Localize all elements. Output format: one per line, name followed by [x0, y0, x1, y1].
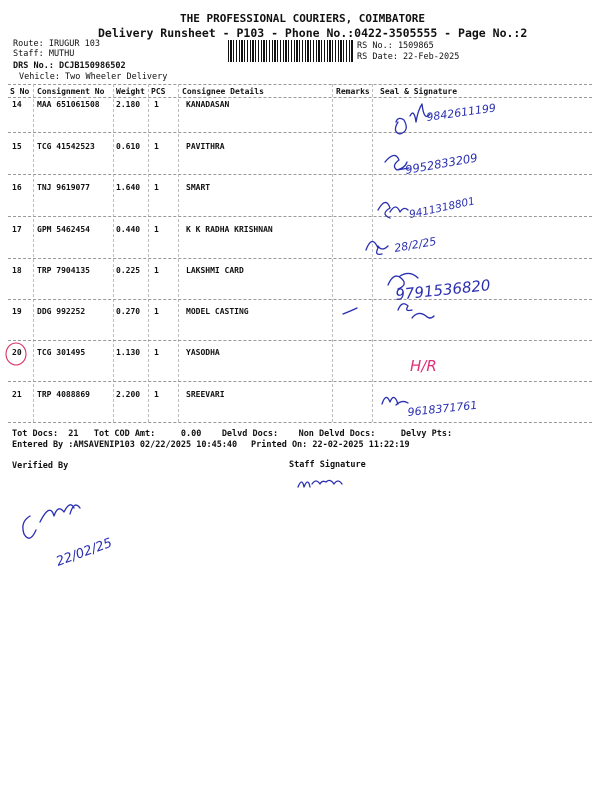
row-sno: 21	[12, 390, 22, 399]
row-pcs: 1	[154, 142, 159, 151]
row-pcs: 1	[154, 390, 159, 399]
row-sno: 15	[12, 142, 22, 151]
col-header-remarks: Remarks	[336, 87, 370, 96]
verified-date: 22/02/25	[54, 535, 115, 570]
row-weight: 0.610	[116, 142, 141, 151]
row-sno: 19	[12, 307, 22, 316]
col-header-seal: Seal & Signature	[380, 87, 458, 96]
row-consignment: TCG 41542523	[37, 142, 95, 151]
phone-row-21: 9618371761	[406, 398, 478, 419]
row-consignment: TRP 4088869	[37, 390, 90, 399]
row-sno: 17	[12, 225, 22, 234]
row-consignee: K K RADHA KRISHNAN	[186, 225, 273, 234]
row-weight: 1.640	[116, 183, 141, 192]
drs-number: DRS No.: DCJB150986502	[13, 61, 126, 71]
row-weight: 0.225	[116, 266, 141, 275]
row-pcs: 1	[154, 348, 159, 357]
col-header-consignee: Consignee Details	[182, 87, 264, 96]
row-consignment: MAA 651061508	[37, 100, 100, 109]
row-weight: 0.440	[116, 225, 141, 234]
row-pcs: 1	[154, 183, 159, 192]
col-header-pcs: PCS	[151, 87, 166, 96]
col-header-sno: S No	[10, 87, 30, 96]
company-name: THE PROFESSIONAL COURIERS, COIMBATORE	[180, 12, 426, 25]
row-consignment: TCG 301495	[37, 348, 86, 357]
row-pcs: 1	[154, 225, 159, 234]
mark-row-20: H/R	[410, 357, 437, 375]
row-sno: 20	[12, 348, 22, 357]
row-weight: 0.270	[116, 307, 141, 316]
col-header-weight: Weight	[116, 87, 145, 96]
rs-date: RS Date: 22-Feb-2025	[357, 52, 460, 62]
row-weight: 2.180	[116, 100, 141, 109]
row-consignee: SREEVARI	[186, 390, 225, 399]
row-consignee: LAKSHMI CARD	[186, 266, 244, 275]
col-header-consignment: Consignment No	[37, 87, 105, 96]
phone-row-18: 9791536820	[394, 276, 492, 304]
rs-number: RS No.: 1509865	[357, 41, 434, 51]
vehicle-label: Vehicle: Two Wheeler Delivery	[19, 72, 168, 82]
row-consignee: YASODHA	[186, 348, 220, 357]
row-consignee: MODEL CASTING	[186, 307, 249, 316]
row-consignee: SMART	[186, 183, 211, 192]
row-pcs: 1	[154, 100, 159, 109]
date-row-17: 28/2/25	[393, 234, 438, 255]
staff-label: Staff: MUTHU	[13, 49, 75, 59]
verified-by-label: Verified By	[12, 461, 69, 471]
route-label: Route: IRUGUR 103	[13, 39, 100, 49]
row-consignment: DDG 992252	[37, 307, 86, 316]
runsheet-title: Delivery Runsheet - P103 - Phone No.:0422-3505555 - Page No.:2	[98, 26, 528, 40]
printed-on: Printed On: 22-02-2025 11:22:19	[251, 440, 410, 450]
phone-row-16: 9411318801	[408, 195, 476, 221]
row-consignment: TNJ 9619077	[37, 183, 90, 192]
totals-line: Tot Docs: 21 Tot COD Amt: 0.00 Delvd Docs: Non Delvd Docs: Delvy Pts:	[12, 429, 453, 439]
row-weight: 1.130	[116, 348, 141, 357]
phone-row-14: 9842611199	[425, 101, 497, 124]
row-consignee: KANADASAN	[186, 100, 230, 109]
entered-by: Entered By :AMSAVENIP103 02/22/2025 10:45:40	[12, 440, 238, 450]
phone-row-15: 9952833209	[404, 150, 479, 177]
row-pcs: 1	[154, 307, 159, 316]
row-weight: 2.200	[116, 390, 141, 399]
row-consignee: PAVITHRA	[186, 142, 225, 151]
row-sno: 14	[12, 100, 22, 109]
row-sno: 16	[12, 183, 22, 192]
row-pcs: 1	[154, 266, 159, 275]
row-consignment: GPM 5462454	[37, 225, 90, 234]
staff-signature-label: Staff Signature	[289, 460, 366, 470]
row-consignment: TRP 7904135	[37, 266, 90, 275]
row-sno: 18	[12, 266, 22, 275]
